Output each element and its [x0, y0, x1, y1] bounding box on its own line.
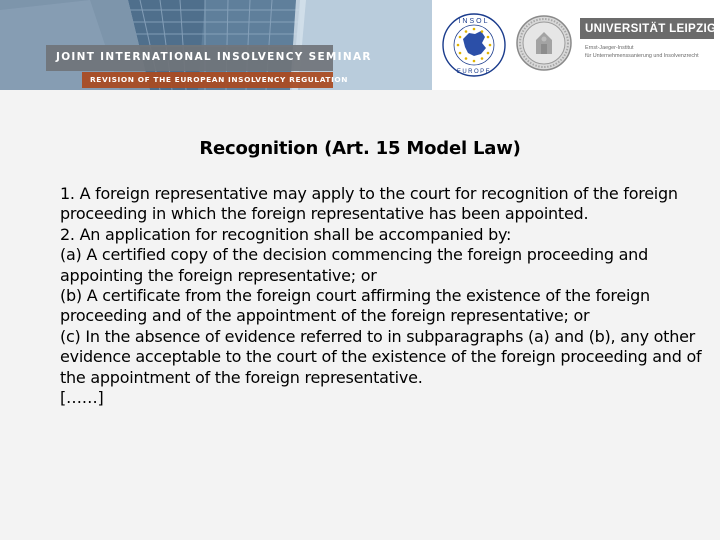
ellipsis-paragraph: [……] — [60, 388, 104, 408]
slide-body — [60, 184, 708, 408]
university-seal-icon — [515, 14, 573, 72]
insol-europe-logo — [441, 12, 507, 78]
paragraph-2a: (a) A certified copy of the decision commencing the foreign proceeding and appointing the foreign representative; or — [60, 245, 648, 285]
revision-title-bar — [82, 72, 349, 88]
paragraph-2c: (c) In the absence of evidence referred to in subparagraphs (a) and (b), any other evidence acceptable to the court of the existence of the foreign proceeding and of the appointment of the foreign representative. — [60, 326, 702, 387]
header-banner — [0, 0, 720, 90]
insol-logo-bottom-text: EUROPE — [456, 69, 492, 75]
university-leipzig-logo — [580, 18, 717, 60]
institute-line-1: Ernst-Jaeger-Institut — [585, 45, 634, 51]
slide-title: Recognition (Art. 15 Model Law) — [199, 138, 521, 159]
insol-logo-top-text: INSOL — [458, 18, 490, 25]
paragraph-2b: (b) A certificate from the foreign court affirming the existence of the foreign proceeding and of the appointment of the foreign representative; or — [60, 286, 650, 326]
institute-line-2: für Unternehmenssanierung und Insolvenzrecht — [585, 53, 699, 59]
university-name: UNIVERSITÄT LEIPZIG — [580, 18, 714, 39]
seminar-title: JOINT INTERNATIONAL INSOLVENCY SEMINAR — [56, 51, 372, 63]
seminar-title-bar — [46, 45, 372, 71]
paragraph-1: 1. A foreign representative may apply to the court for recognition of the foreign proceeding in which the foreign representative has been appointed. — [60, 184, 678, 224]
building-photo — [0, 0, 432, 90]
revision-title: REVISION OF THE EUROPEAN INSOLVENCY REGULATION — [90, 75, 349, 84]
paragraph-2: 2. An application for recognition shall be accompanied by: — [60, 224, 512, 244]
